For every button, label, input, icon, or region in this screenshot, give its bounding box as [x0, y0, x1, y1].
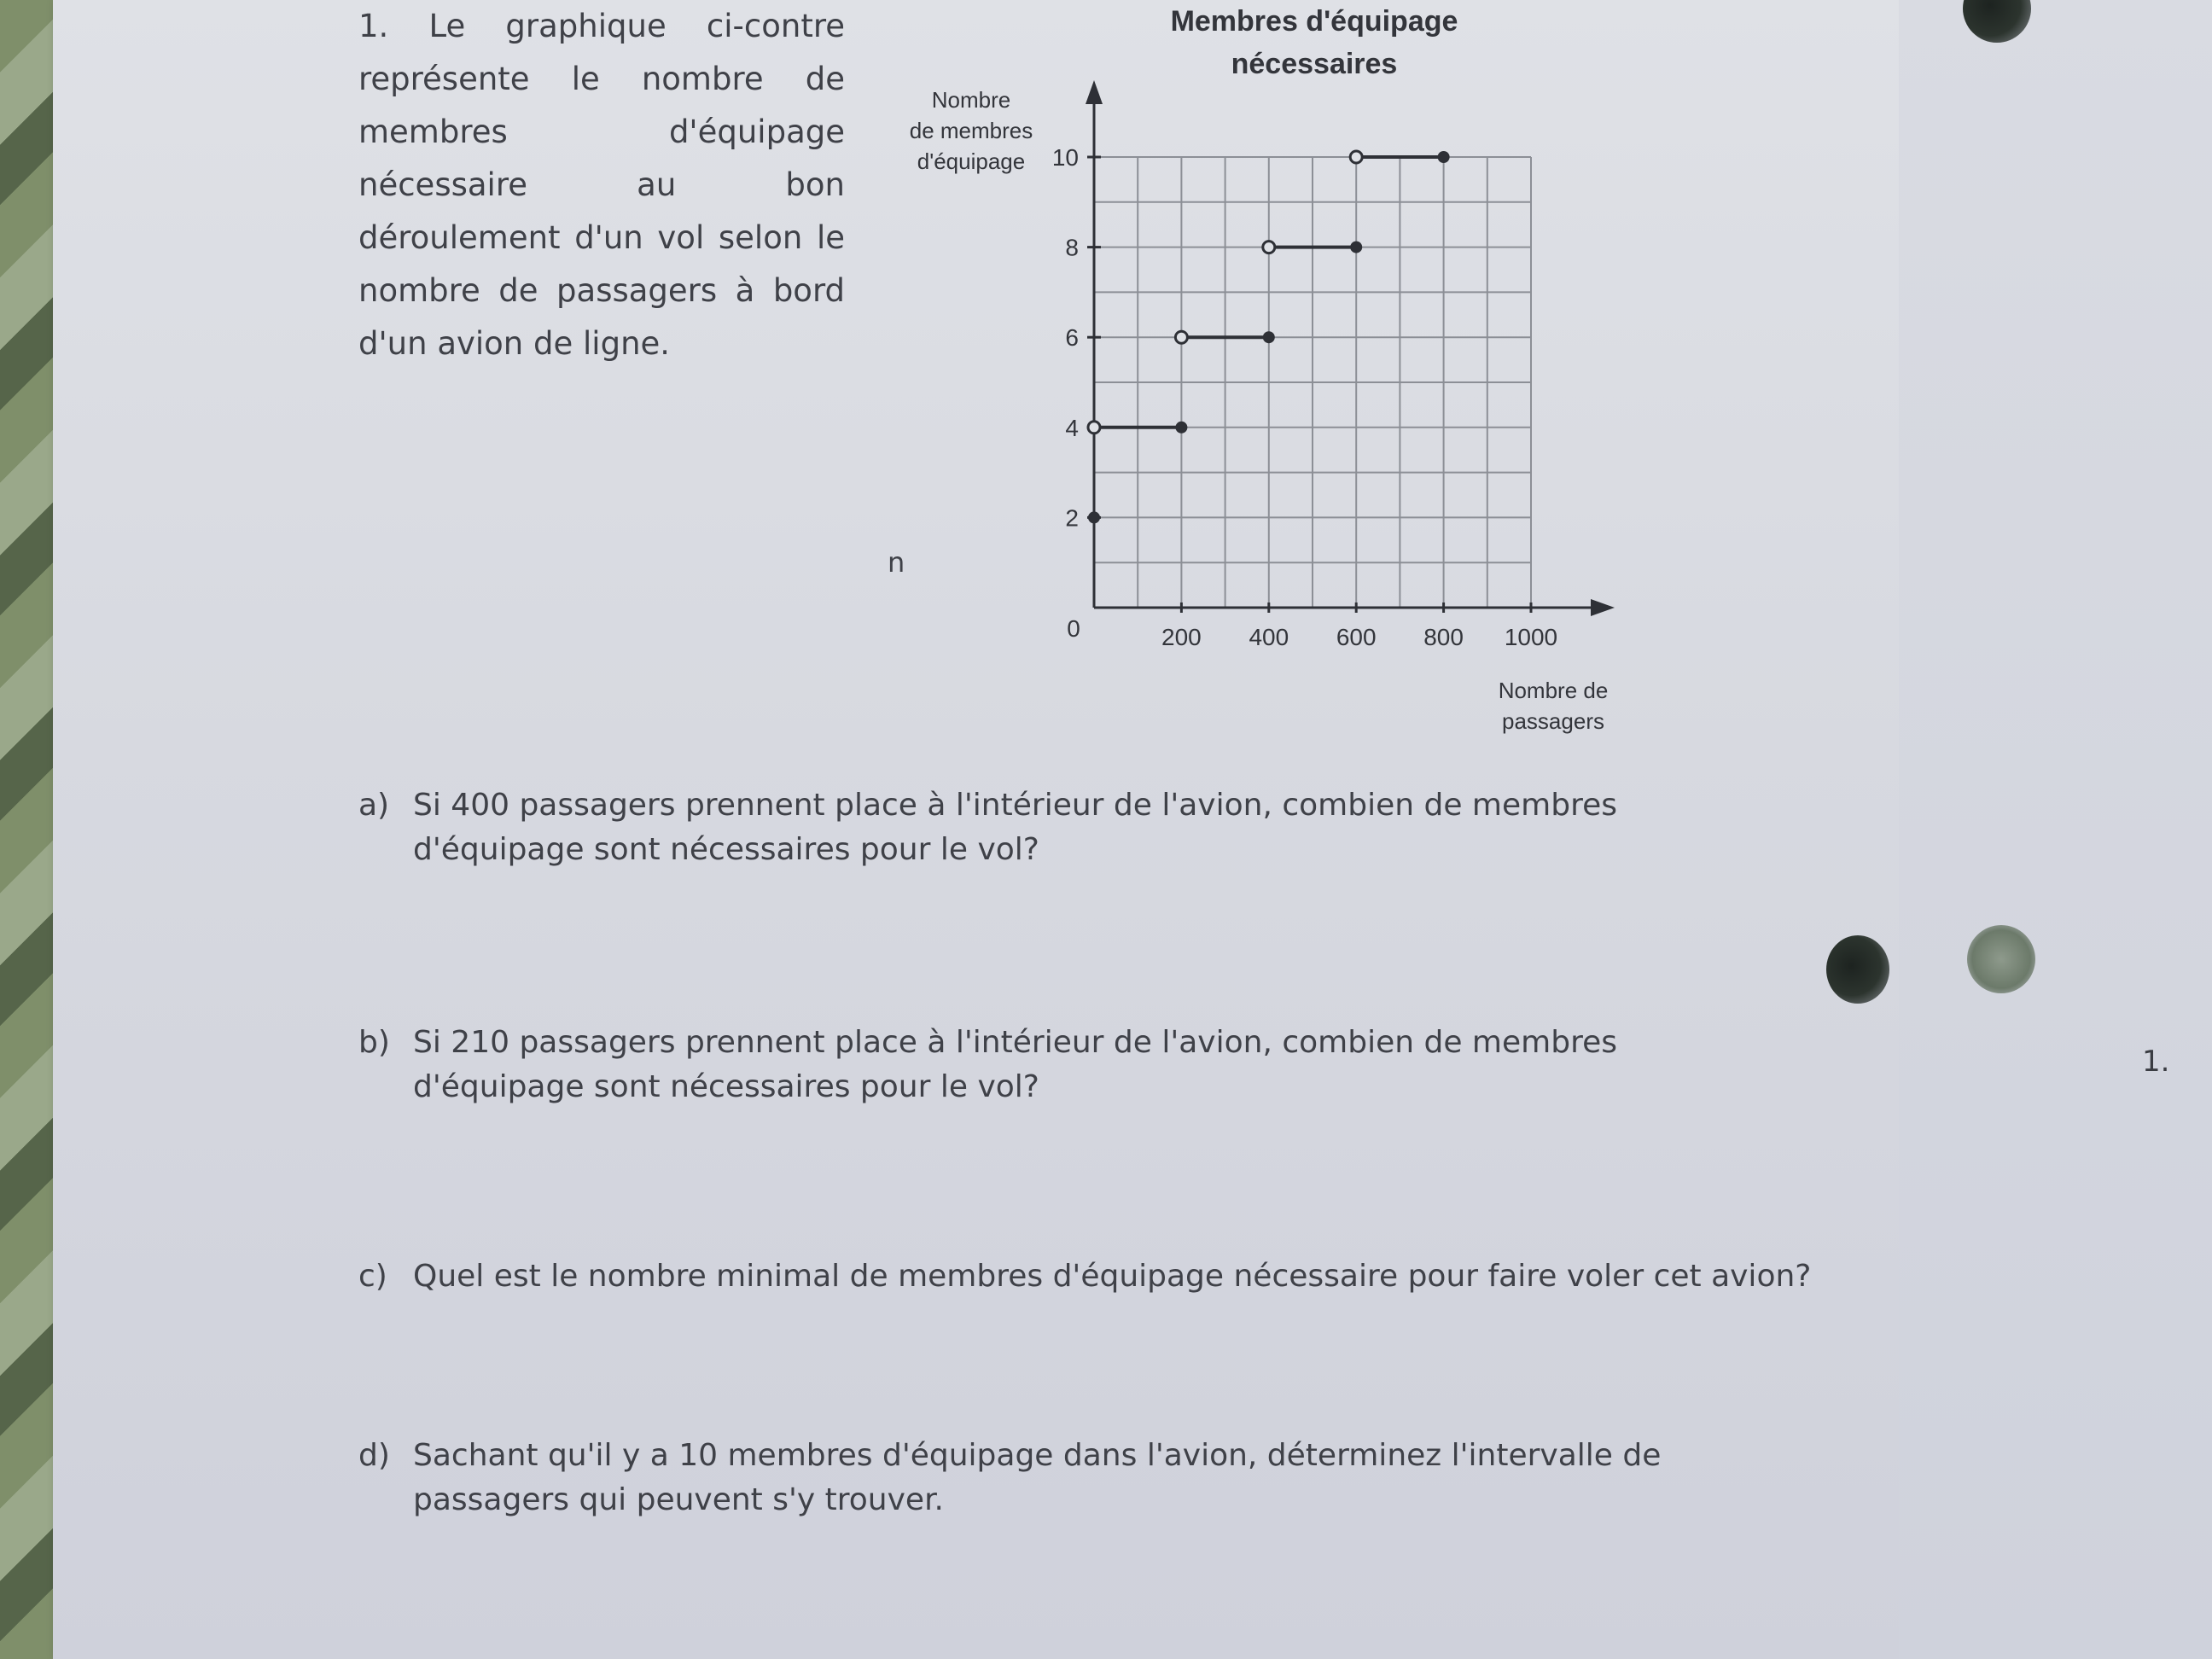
- question-b-text: Si 210 passagers prennent place à l'intérieur de l'avion, combien de membres d'équipage sont nécessaires pour le vol?: [413, 1025, 1617, 1104]
- x-tick-label: 200: [1161, 624, 1202, 650]
- origin-label: 0: [1067, 615, 1080, 642]
- x-axis-label-line1: Nombre de: [1498, 678, 1609, 703]
- x-axis-arrow: [1591, 599, 1615, 616]
- question-a: [358, 783, 1758, 877]
- x-tick-label: 400: [1249, 624, 1289, 650]
- y-tick-label: 8: [1065, 234, 1079, 261]
- step-chart: [870, 0, 1724, 768]
- step-end-closed-point: [1175, 422, 1187, 434]
- question-a-label: a): [358, 788, 390, 823]
- chart-title-line2: nécessaires: [1231, 48, 1398, 80]
- x-axis-label-line2: passagers: [1502, 708, 1604, 734]
- data-point-closed: [1088, 511, 1100, 523]
- question-b: [358, 1021, 1758, 1115]
- question-d-label: d): [358, 1438, 390, 1473]
- y-tick-label: 4: [1065, 414, 1079, 441]
- y-tick-label: 10: [1051, 144, 1079, 171]
- second-page: [1899, 0, 2212, 1659]
- step-start-open-point: [1350, 151, 1362, 163]
- x-tick-label: 800: [1423, 624, 1464, 650]
- chart-title-line1: Membres d'équipage: [1170, 5, 1458, 38]
- binder-hole-right: [1967, 925, 2035, 993]
- x-tick-label: 1000: [1504, 624, 1558, 650]
- question-c-text: Quel est le nombre minimal de membres d'équipage nécessaire pour faire voler cet avion?: [413, 1259, 1812, 1294]
- binder-hole-left: [1826, 935, 1889, 1004]
- y-axis-label-line2: de membres: [909, 118, 1033, 143]
- stray-mark: n: [888, 546, 905, 579]
- y-axis-label-line1: Nombre: [931, 87, 1011, 113]
- next-page-number: 1.: [2142, 1045, 2170, 1079]
- step-end-closed-point: [1350, 242, 1362, 253]
- question-a-text: Si 400 passagers prennent place à l'intérieur de l'avion, combien de membres d'équipage sont nécessaires pour le vol?: [413, 788, 1617, 867]
- question-b-label: b): [358, 1025, 390, 1060]
- chart-grid: [1094, 157, 1531, 608]
- exercise-intro: 1. Le graphique ci-contre représente le nombre de membres d'équipage nécessaire au bon déroulement d'un vol selon le nombre de passagers à bord d'un avion de ligne.: [358, 8, 845, 362]
- y-axis-label-line3: d'équipage: [917, 148, 1026, 174]
- step-start-open-point: [1088, 422, 1100, 434]
- y-axis-arrow: [1086, 80, 1103, 104]
- question-c-label: c): [358, 1259, 387, 1294]
- question-c: [358, 1254, 1812, 1306]
- question-d: [358, 1434, 1758, 1528]
- step-start-open-point: [1175, 331, 1187, 343]
- step-start-open-point: [1263, 242, 1275, 253]
- y-tick-label: 6: [1065, 324, 1079, 352]
- x-tick-label: 600: [1336, 624, 1377, 650]
- question-d-text: Sachant qu'il y a 10 membres d'équipage dans l'avion, déterminez l'intervalle de passagers qui peuvent s'y trouver.: [413, 1438, 1662, 1517]
- step-end-closed-point: [1438, 151, 1450, 163]
- chart-ticks: [1052, 144, 1557, 650]
- step-end-closed-point: [1263, 331, 1275, 343]
- y-tick-label: 2: [1065, 504, 1079, 532]
